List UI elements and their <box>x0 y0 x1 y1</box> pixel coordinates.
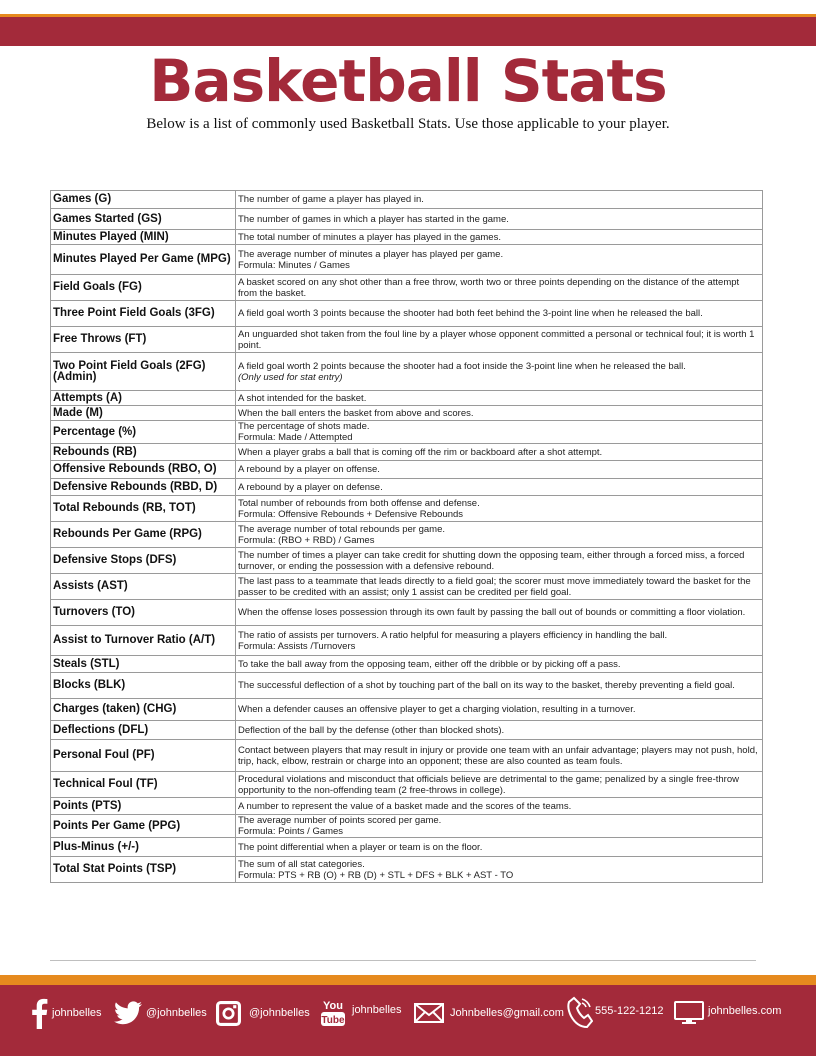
website-link[interactable] <box>674 985 781 1041</box>
page-subtitle: Below is a list of commonly used Basketball Stats. Use those applicable to your player. <box>146 116 670 132</box>
stat-term: Minutes Played (MIN) <box>51 230 236 245</box>
instagram-link[interactable] <box>216 985 310 1041</box>
stat-definition-cell <box>236 209 763 230</box>
stat-definition-cell <box>236 301 763 327</box>
stat-term: Minutes Played Per Game (MPG) <box>51 245 236 275</box>
stat-term: Points Per Game (PPG) <box>51 815 236 838</box>
youtube-link[interactable] <box>320 985 402 1041</box>
stat-definition: When a player grabs a ball that is coming off the rim or backboard after a shot attempt. <box>238 446 603 458</box>
stat-definition-cell <box>236 656 763 673</box>
stat-term: Two Point Field Goals (2FG) (Admin) <box>51 353 236 391</box>
instagram-handle: @johnbelles <box>249 1007 310 1019</box>
stat-definition: When a defender causes an offensive player to get a charging violation, resulting in a turnover. <box>238 704 636 715</box>
stat-term: Steals (STL) <box>51 656 236 673</box>
stat-definition: A number to represent the value of a basket made and the scores of the teams. <box>238 800 572 812</box>
stat-definition: When the ball enters the basket from above and scores. <box>238 407 474 419</box>
stat-term: Personal Foul (PF) <box>51 740 236 772</box>
stat-definition-cell <box>236 626 763 656</box>
stat-definition-cell <box>236 548 763 574</box>
stat-definition-cell <box>236 421 763 444</box>
website-url: johnbelles.com <box>708 1005 782 1017</box>
stat-definition-cell <box>236 479 763 496</box>
stat-definition: The number of games in which a player has started in the game. <box>238 213 509 225</box>
youtube-logo-top: You <box>323 1000 343 1012</box>
stat-term: Defensive Stops (DFS) <box>51 548 236 574</box>
stat-formula: Formula: Points / Games <box>238 826 344 837</box>
stat-definition-cell <box>236 721 763 740</box>
stat-definition: A rebound by a player on offense. <box>238 464 380 475</box>
stat-definition: The last pass to a teammate that leads directly to a field goal; the scorer must move immediately toward the basket for the passer to be credited with an assist; only 1 assist can be credited per field goal. <box>238 575 751 598</box>
stat-definition: A shot intended for the basket. <box>238 392 367 404</box>
table-row <box>51 209 763 230</box>
phone-number: 555-122-1212 <box>595 1005 664 1017</box>
stat-term: Rebounds Per Game (RPG) <box>51 522 236 548</box>
youtube-logo-bottom: Tube <box>321 1015 345 1026</box>
stat-definition: The total number of minutes a player has played in the games. <box>238 231 501 243</box>
divider <box>50 960 756 961</box>
stat-definition: Deflection of the ball by the defense (other than blocked shots). <box>238 724 505 736</box>
stat-term: Games Started (GS) <box>51 209 236 230</box>
phone-link[interactable] <box>565 985 664 1041</box>
footer <box>0 985 816 1056</box>
stat-term: Offensive Rebounds (RBO, O) <box>51 461 236 479</box>
stat-definition: A basket scored on any shot other than a free throw, worth two or three points depending on the distance of the attempt from the basket. <box>238 276 740 299</box>
stat-definition: The number of game a player has played in. <box>238 194 424 205</box>
stat-formula: Formula: (RBO + RBD) / Games <box>238 534 375 546</box>
page-title: Basketball Stats <box>149 47 667 115</box>
stat-formula: Formula: Offensive Rebounds + Defensive Rebounds <box>238 508 464 520</box>
stat-definition-cell <box>236 699 763 721</box>
stat-formula: Formula: Made / Attempted <box>238 432 353 443</box>
stat-term: Made (M) <box>51 406 236 421</box>
table-row <box>51 496 763 522</box>
email-address: Johnbelles@gmail.com <box>450 1007 564 1019</box>
stat-definition: The number of times a player can take credit for shutting down the opposing team, either through a forced miss, a forced turnover, or ending the possession with a defensive rebound. <box>238 549 745 572</box>
stat-definition: The successful deflection of a shot by touching part of the ball on its way to the basket, thereby preventing a field goal. <box>238 680 735 691</box>
facebook-link[interactable] <box>30 985 102 1041</box>
table-row <box>51 673 763 699</box>
stat-definition-cell <box>236 230 763 245</box>
stat-definition-cell <box>236 391 763 406</box>
stat-term: Assist to Turnover Ratio (A/T) <box>51 626 236 656</box>
stat-term: Turnovers (TO) <box>51 600 236 626</box>
table-row <box>51 740 763 772</box>
stats-table <box>50 190 763 883</box>
stat-term: Total Stat Points (TSP) <box>51 857 236 883</box>
stat-definition: The average number of minutes a player has played per game. <box>238 248 504 260</box>
table-row <box>51 600 763 626</box>
stat-term: Plus-Minus (+/-) <box>51 838 236 857</box>
table-row <box>51 301 763 327</box>
email-link[interactable] <box>414 985 564 1041</box>
youtube-icon <box>320 998 346 1028</box>
table-row <box>51 275 763 301</box>
stat-definition-cell <box>236 574 763 600</box>
table-row <box>51 391 763 406</box>
stat-term: Attempts (A) <box>51 391 236 406</box>
table-row <box>51 699 763 721</box>
stat-definition: The ratio of assists per turnovers. A ratio helpful for measuring a players efficiency in handling the ball. <box>238 629 668 641</box>
stat-term: Games (G) <box>51 191 236 209</box>
stat-definition: Total number of rebounds from both offense and defense. <box>238 497 480 509</box>
table-row <box>51 479 763 496</box>
table-row <box>51 444 763 461</box>
table-row <box>51 574 763 600</box>
stat-definition-cell <box>236 740 763 772</box>
stat-definition: The percentage of shots made. <box>238 421 370 432</box>
stat-term: Field Goals (FG) <box>51 275 236 301</box>
table-row <box>51 772 763 798</box>
monitor-icon <box>674 1001 704 1025</box>
stat-definition: A rebound by a player on defense. <box>238 481 383 493</box>
instagram-icon <box>216 1001 241 1026</box>
twitter-link[interactable] <box>114 985 207 1041</box>
stat-definition: A field goal worth 2 points because the shooter had a foot inside the 3-point line when he released the ball. <box>238 360 686 372</box>
stat-term: Defensive Rebounds (RBD, D) <box>51 479 236 496</box>
stat-definition: A field goal worth 3 points because the shooter had both feet behind the 3-point line when he released the ball. <box>238 308 703 319</box>
stat-term: Assists (AST) <box>51 574 236 600</box>
stat-term: Charges (taken) (CHG) <box>51 699 236 721</box>
stat-definition-cell <box>236 673 763 699</box>
table-row <box>51 327 763 353</box>
youtube-handle: johnbelles <box>352 1004 402 1016</box>
stat-definition-cell <box>236 496 763 522</box>
stat-definition-cell <box>236 600 763 626</box>
stat-formula: Formula: PTS + RB (O) + RB (D) + STL + DFS + BLK + AST - TO <box>238 869 514 881</box>
stat-definition-cell <box>236 522 763 548</box>
stat-definition-cell <box>236 275 763 301</box>
table-row <box>51 353 763 391</box>
stat-term: Free Throws (FT) <box>51 327 236 353</box>
bottom-accent-stripe <box>0 975 816 985</box>
stat-definition-cell <box>236 815 763 838</box>
stat-definition: The average number of total rebounds per game. <box>238 523 446 535</box>
twitter-handle: @johnbelles <box>146 1007 207 1019</box>
stat-formula: Formula: Assists /Turnovers <box>238 640 356 652</box>
table-row <box>51 522 763 548</box>
phone-icon <box>565 996 593 1030</box>
table-row <box>51 626 763 656</box>
table-row <box>51 191 763 209</box>
table-row <box>51 656 763 673</box>
stat-definition: The average number of points scored per game. <box>238 815 442 826</box>
table-row <box>51 230 763 245</box>
stat-definition: Contact between players that may result in injury or provide one team with an unfair advantage; players may not push, hold, trip, hack, elbow, restrain or charge into an opponent; these are also counted as team fouls. <box>238 744 758 767</box>
table-row <box>51 857 763 883</box>
facebook-icon <box>30 997 48 1029</box>
table-row <box>51 421 763 444</box>
table-row <box>51 548 763 574</box>
stat-definition-cell <box>236 353 763 391</box>
stat-definition-cell <box>236 798 763 815</box>
stat-note: (Only used for stat entry) <box>238 371 343 383</box>
stat-definition: An unguarded shot taken from the foul line by a player whose opponent committed a personal or technical foul; it is worth 1 point. <box>238 328 755 351</box>
stat-term: Total Rebounds (RB, TOT) <box>51 496 236 522</box>
facebook-handle: johnbelles <box>52 1007 102 1019</box>
stat-term: Points (PTS) <box>51 798 236 815</box>
stat-definition-cell <box>236 327 763 353</box>
stat-definition-cell <box>236 406 763 421</box>
stat-term: Technical Foul (TF) <box>51 772 236 798</box>
stat-formula: Formula: Minutes / Games <box>238 259 350 271</box>
stat-definition: To take the ball away from the opposing team, either off the dribble or by picking off a pass. <box>238 658 621 670</box>
table-row <box>51 721 763 740</box>
twitter-icon <box>114 1001 142 1025</box>
table-row <box>51 838 763 857</box>
stat-term: Rebounds (RB) <box>51 444 236 461</box>
top-banner <box>0 17 816 46</box>
stat-definition-cell <box>236 772 763 798</box>
stat-definition-cell <box>236 461 763 479</box>
table-row <box>51 798 763 815</box>
stat-definition: When the offense loses possession through its own fault by passing the ball out of bounds or committing a floor violation. <box>238 607 746 618</box>
stat-definition: Procedural violations and misconduct that officials believe are detrimental to the game; penalized by a single free-throw opportunity to the non-offending team (2 free-throws in college). <box>238 773 739 796</box>
stat-definition: The point differential when a player or team is on the floor. <box>238 841 483 853</box>
stat-definition-cell <box>236 857 763 883</box>
table-row <box>51 245 763 275</box>
envelope-icon <box>414 1003 444 1023</box>
table-row <box>51 406 763 421</box>
stat-term: Blocks (BLK) <box>51 673 236 699</box>
stat-definition-cell <box>236 838 763 857</box>
stat-definition-cell <box>236 444 763 461</box>
table-row <box>51 815 763 838</box>
stat-term: Deflections (DFL) <box>51 721 236 740</box>
table-row <box>51 461 763 479</box>
stat-term: Three Point Field Goals (3FG) <box>51 301 236 327</box>
stat-term: Percentage (%) <box>51 421 236 444</box>
stat-definition-cell <box>236 191 763 209</box>
stat-definition: The sum of all stat categories. <box>238 858 365 870</box>
stat-definition-cell <box>236 245 763 275</box>
